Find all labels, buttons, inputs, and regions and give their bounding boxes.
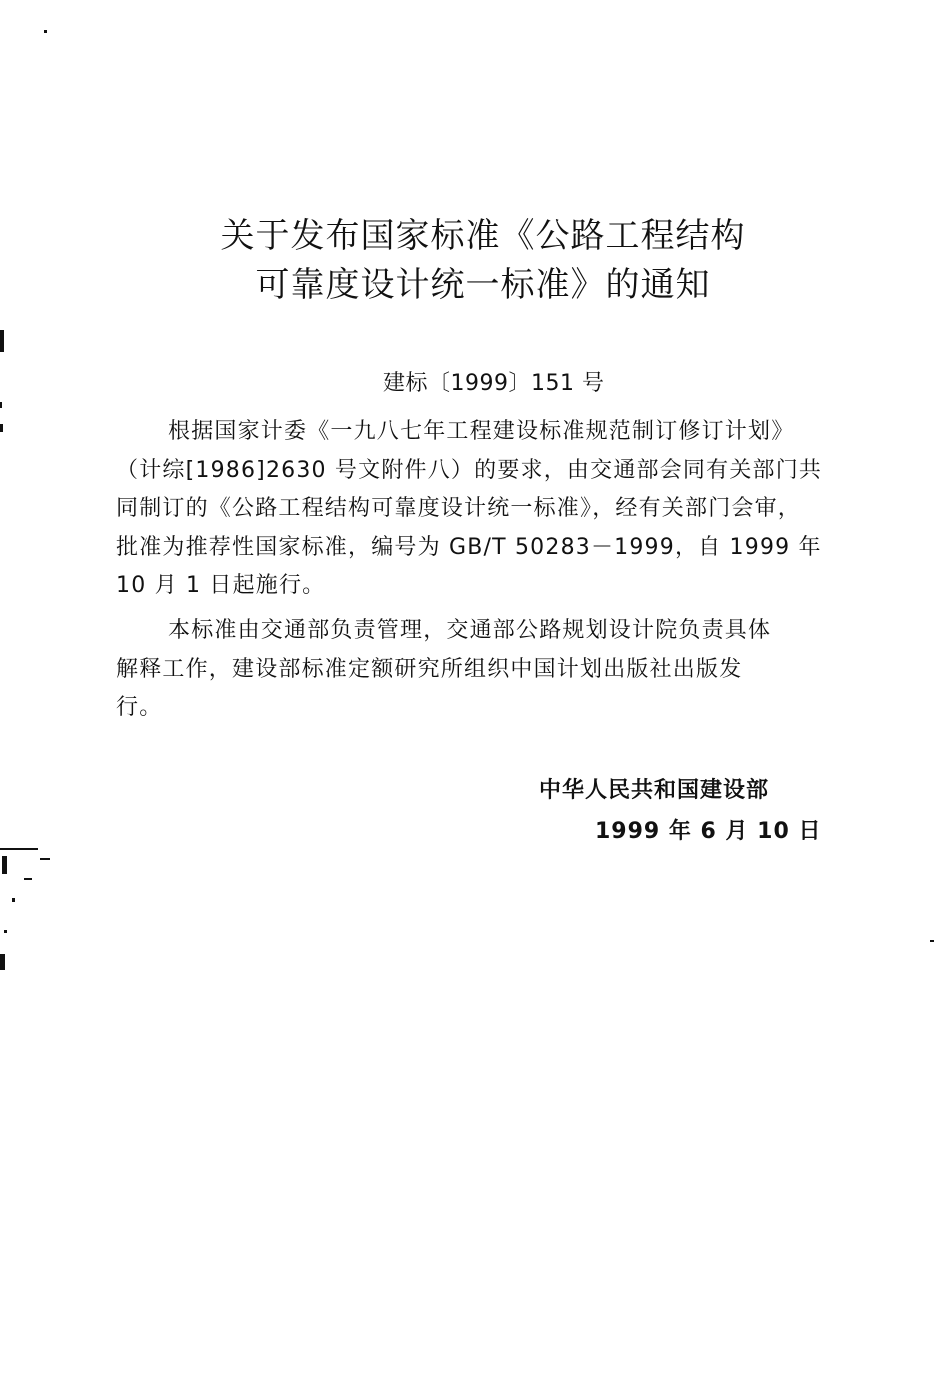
scan-speck [930,940,934,942]
paragraph-line: 根据国家计委《一九八七年工程建设标准规范制订修订计划》 [168,419,795,444]
scan-speck [44,30,47,33]
scan-speck [24,878,32,880]
scan-speck [4,930,7,933]
body-paragraph-2 [116,612,856,728]
paragraph-line: 同制订的《公路工程结构可靠度设计统一标准》，经有关部门会审， [116,496,802,521]
body-paragraph-1 [116,413,856,606]
scan-speck [0,954,5,970]
scan-speck [12,898,15,902]
document-number: 建标〔1999〕151 号 [383,371,605,396]
paragraph-line: 解释工作，建设部标准定额研究所组织中国计划出版社出版发 [116,656,743,682]
scan-speck [0,330,4,352]
signature-organization: 中华人民共和国建设部 [539,778,770,803]
paragraph-line: 本标准由交通部负责管理，交通部公路规划设计院负责具体 [168,618,772,643]
scan-speck [0,848,38,850]
scan-speck [40,858,50,860]
paragraph-line: 10 月 1 日起施行。 [116,573,326,598]
scan-speck [2,856,7,874]
notice-title-line1: 关于发布国家标准《公路工程结构 [220,216,746,256]
scan-speck [0,424,3,432]
paragraph-line: （计综[1986]2630 号文附件八）的要求，由交通部会同有关部门共 [116,457,823,483]
paragraph-line: 批准为推荐性国家标准，编号为 GB/T 50283－1999，自 1999 年 [116,534,822,560]
paragraph-line: 行。 [116,695,163,720]
notice-title-line2: 可靠度设计统一标准》的通知 [255,265,711,305]
scan-speck [0,402,2,408]
signature-date: 1999 年 6 月 10 日 [595,819,822,844]
